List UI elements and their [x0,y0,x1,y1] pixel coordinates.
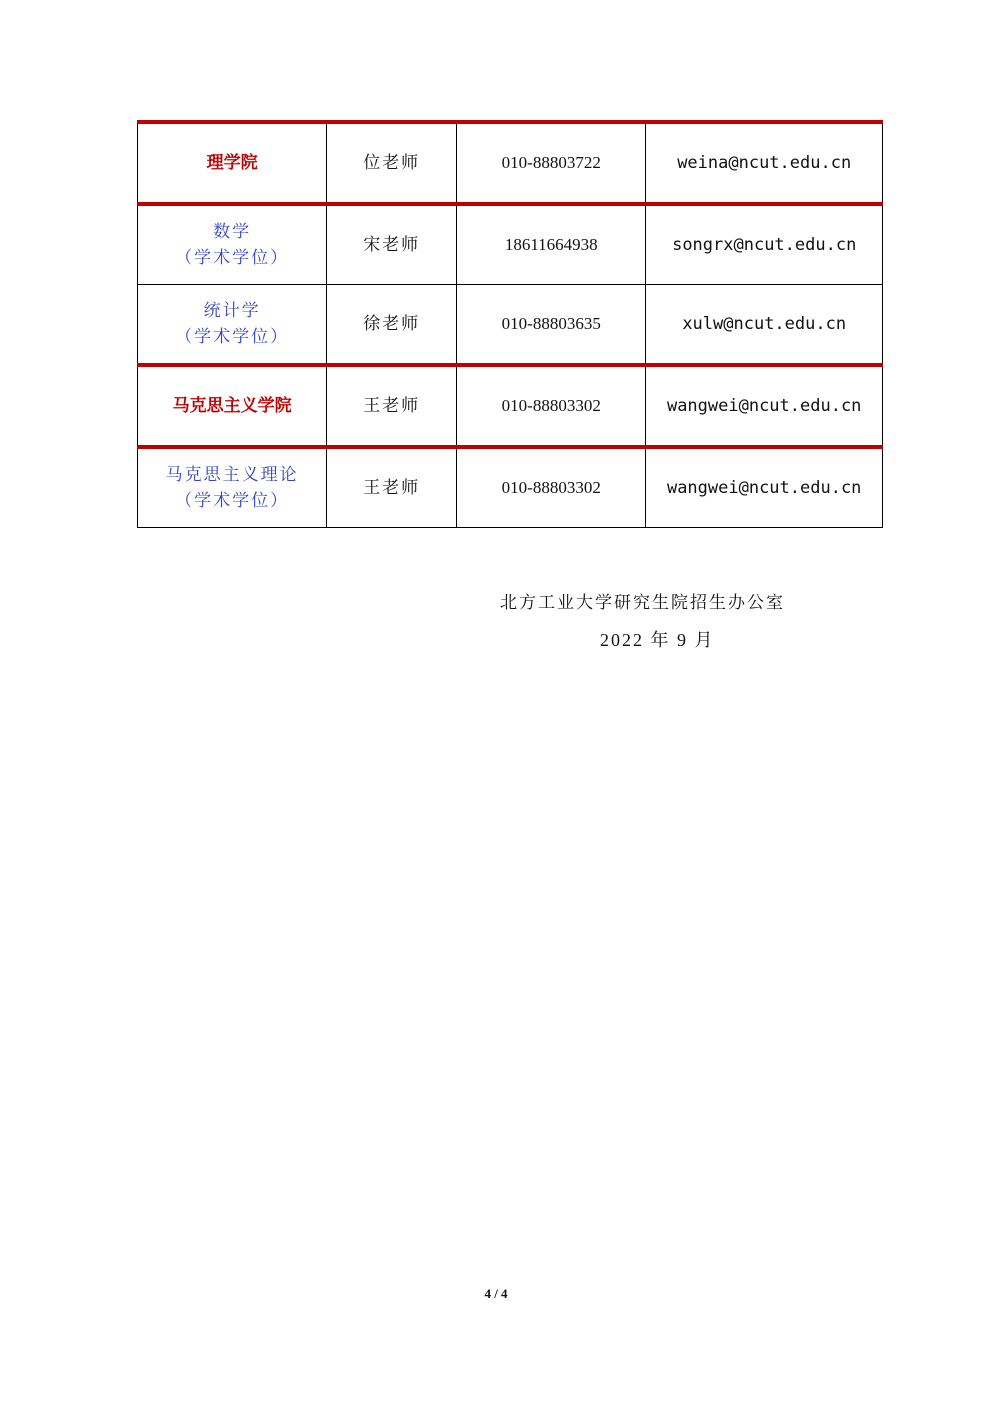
teacher-cell: 徐老师 [327,285,457,366]
table-row [138,365,883,447]
phone-cell: 010-88803302 [457,365,646,447]
email-cell: xulw@ncut.edu.cn [646,285,883,366]
signature-date: 2022 年 9 月 [600,630,715,650]
phone-cell: 010-88803635 [457,285,646,366]
phone-cell: 010-88803722 [457,122,646,204]
program-name-cell [138,447,327,528]
email-cell: weina@ncut.edu.cn [646,122,883,204]
program-name-cell [138,204,327,285]
phone-cell: 010-88803302 [457,447,646,528]
teacher-cell: 王老师 [327,365,457,447]
contact-table [137,120,883,528]
email-cell: songrx@ncut.edu.cn [646,204,883,285]
program-name-cell [138,285,327,366]
dept-name: 马克思主义理论 [165,465,299,485]
dept-name: 马克思主义学院 [172,396,292,416]
table-row [138,447,883,528]
college-name-cell [138,365,327,447]
table-row [138,285,883,366]
signature-block [500,588,810,652]
table-row [138,204,883,285]
teacher-cell: 宋老师 [327,204,457,285]
email-cell: wangwei@ncut.edu.cn [646,365,883,447]
teacher-cell: 位老师 [327,122,457,204]
degree-type: （学术学位） [175,327,290,347]
phone-cell: 18611664938 [457,204,646,285]
table-row [138,122,883,204]
office-name: 北方工业大学研究生院招生办公室 [500,593,785,613]
degree-type: （学术学位） [175,248,290,268]
dept-name: 统计学 [203,301,261,321]
teacher-cell: 王老师 [327,447,457,528]
degree-type: （学术学位） [175,491,290,511]
dept-name: 理学院 [206,153,258,173]
email-cell: wangwei@ncut.edu.cn [646,447,883,528]
college-name-cell [138,122,327,204]
contact-table-body [138,122,883,528]
dept-name: 数学 [213,222,252,242]
page-number: 4 / 4 [484,1286,508,1301]
